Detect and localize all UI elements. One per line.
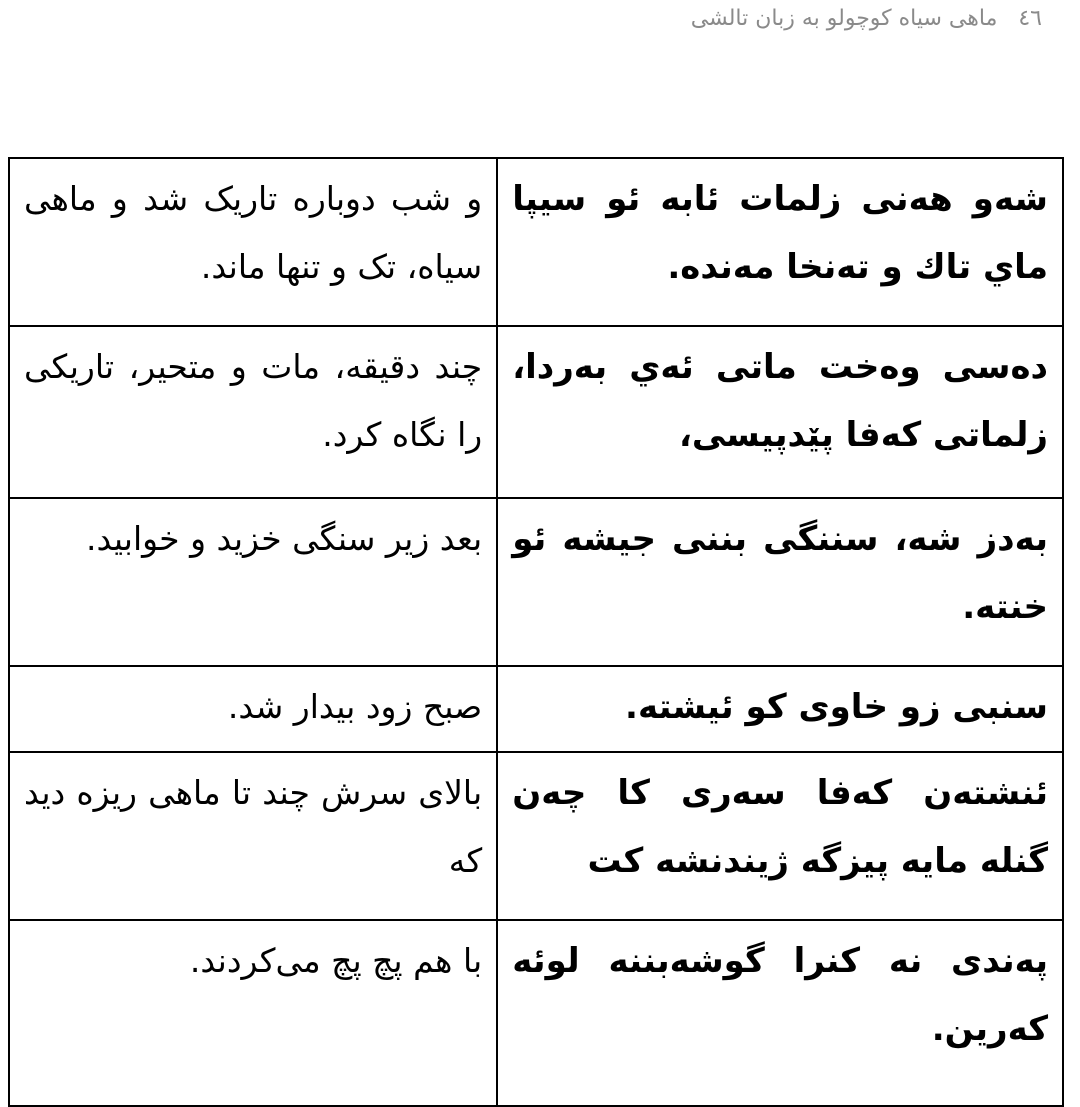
kurdish-cell: بەدز شە، سننگی بننی جیشە ئو خنتە. [497,498,1063,666]
table-row [9,498,1063,666]
bilingual-table [8,157,1064,1107]
table-row [9,666,1063,752]
persian-cell: بعد زیر سنگی خزید و خوابید. [9,498,497,666]
kurdish-cell: ئنشتەن كەفا سەری کا چەن گنلە مایە پیزگە ژیندنشە کت [497,752,1063,920]
kurdish-cell: شەو هەنی زلمات ئابە ئو سیپا ماي تاك و تەنخا مەندە. [497,158,1063,326]
table-row [9,326,1063,498]
persian-cell: بالای سرش چند تا ماهی ریزه دید که [9,752,497,920]
page-title: ماهی سیاه کوچولو به زبان تالشی [690,6,998,31]
kurdish-cell: سنبی زو خاوی کو ئیشتە. [497,666,1063,752]
table-row [9,752,1063,920]
kurdish-cell: دەسی وەخت ماتی ئەي بەردا، زلماتی كەفا پێدپیسی، [497,326,1063,498]
persian-cell: صبح زود بیدار شد. [9,666,497,752]
kurdish-cell: پەندی نە كنرا گوشەبننە لوئە كەرین. [497,920,1063,1106]
table-row [9,920,1063,1106]
page-header [691,6,1042,31]
table-row [9,158,1063,326]
persian-cell: با هم پچ پچ می‌کردند. [9,920,497,1106]
persian-cell: چند دقیقه، مات و متحیر، تاریکی را نگاه کرد. [9,326,497,498]
persian-cell: و شب دوباره تاریک شد و ماهی سیاه، تک و تنها ماند. [9,158,497,326]
page-number: ٤٦ [1018,6,1042,31]
